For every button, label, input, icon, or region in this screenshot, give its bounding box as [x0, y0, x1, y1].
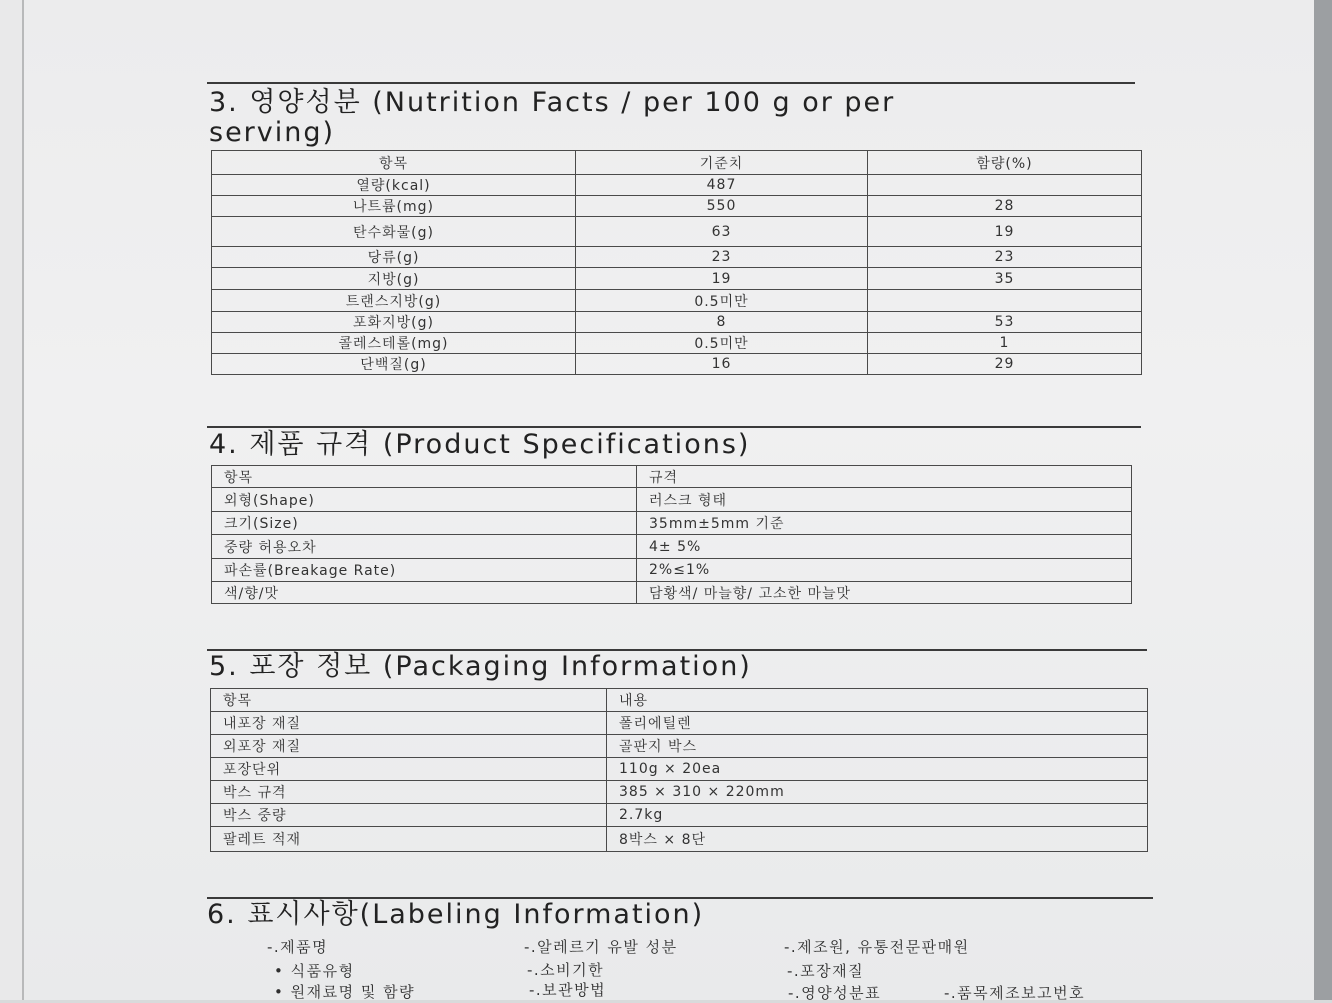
- table-cell: 35mm±5mm 기준: [637, 512, 1132, 535]
- label-item-nutrition-table: -.영양성분표: [788, 984, 882, 1002]
- table-cell: 러스크 형태: [637, 488, 1132, 512]
- table-header-cell: 항목: [212, 151, 576, 175]
- table-row: [212, 312, 1142, 333]
- table-cell: 담황색/ 마늘향/ 고소한 마늘맛: [637, 582, 1132, 604]
- table-cell: 23: [868, 247, 1142, 268]
- packaging-table: [210, 688, 1148, 852]
- table-row: [211, 827, 1148, 852]
- label-item-product-name: -.제품명: [267, 938, 329, 956]
- table-header-row: [212, 151, 1142, 175]
- table-header-cell: 항목: [211, 689, 607, 712]
- table-row: [212, 488, 1132, 512]
- section-4-rule: [207, 426, 1141, 428]
- label-item-expiry: -.소비기한: [527, 961, 605, 979]
- section-3-title-line2: serving): [209, 117, 336, 148]
- label-item-food-type: • 식품유형: [274, 962, 355, 980]
- table-row: [211, 758, 1148, 781]
- nutrition-table: [211, 150, 1142, 375]
- table-cell: 16: [576, 354, 868, 375]
- table-cell: 내포장 재질: [211, 712, 607, 735]
- table-cell: 110g × 20ea: [607, 758, 1148, 781]
- table-cell: 550: [576, 196, 868, 217]
- table-row: [212, 333, 1142, 354]
- table-row: [211, 804, 1148, 827]
- table-header-cell: 기준치: [576, 151, 868, 175]
- table-cell: 29: [868, 354, 1142, 375]
- table-cell: 0.5미만: [576, 333, 868, 354]
- table-row: [211, 735, 1148, 758]
- table-cell: 트랜스지방(g): [212, 290, 576, 312]
- table-cell: 23: [576, 247, 868, 268]
- table-cell: 63: [576, 217, 868, 247]
- table-header-cell: 항목: [212, 466, 637, 488]
- table-cell: 팔레트 적재: [211, 827, 607, 852]
- table-row: [212, 217, 1142, 247]
- table-cell: 골판지 박스: [607, 735, 1148, 758]
- table-cell: 파손률(Breakage Rate): [212, 559, 637, 582]
- table-cell: 1: [868, 333, 1142, 354]
- section-4-title: 4. 제품 규격 (Product Specifications): [209, 429, 751, 460]
- table-cell: 외형(Shape): [212, 488, 637, 512]
- background-right: [1314, 0, 1332, 1000]
- table-cell: 2%≤1%: [637, 559, 1132, 582]
- table-cell: 나트륨(mg): [212, 196, 576, 217]
- table-cell: 8박스 × 8단: [607, 827, 1148, 852]
- table-cell: 487: [576, 175, 868, 196]
- table-cell: [868, 290, 1142, 312]
- table-cell: 8: [576, 312, 868, 333]
- table-row: [212, 268, 1142, 290]
- table-cell: 53: [868, 312, 1142, 333]
- section-3-title-line1: 3. 영양성분 (Nutrition Facts / per 100 g or per: [209, 87, 896, 118]
- table-header-cell: 규격: [637, 466, 1132, 488]
- table-cell: 385 × 310 × 220mm: [607, 781, 1148, 804]
- table-cell: 크기(Size): [212, 512, 637, 535]
- table-cell: 0.5미만: [576, 290, 868, 312]
- table-cell: 35: [868, 268, 1142, 290]
- table-cell: 열량(kcal): [212, 175, 576, 196]
- section-5-title: 5. 포장 정보 (Packaging Information): [209, 651, 752, 682]
- table-row: [212, 175, 1142, 196]
- table-cell: 포장단위: [211, 758, 607, 781]
- table-cell: 콜레스테롤(mg): [212, 333, 576, 354]
- section-6-title: 6. 표시사항(Labeling Information): [207, 899, 705, 930]
- table-cell: 28: [868, 196, 1142, 217]
- table-header-cell: 내용: [607, 689, 1148, 712]
- table-cell: 폴리에틸렌: [607, 712, 1148, 735]
- table-cell: 4± 5%: [637, 535, 1132, 559]
- table-cell: 색/향/맛: [212, 582, 637, 604]
- table-cell: 중량 허용오차: [212, 535, 637, 559]
- table-cell: 박스 규격: [211, 781, 607, 804]
- adjacent-page-edge: [0, 0, 24, 1000]
- table-cell: [868, 175, 1142, 196]
- label-item-pack-material: -.포장재질: [787, 962, 865, 980]
- table-header-row: [212, 466, 1132, 488]
- table-row: [212, 535, 1132, 559]
- table-cell: 19: [868, 217, 1142, 247]
- table-row: [212, 290, 1142, 312]
- document-page: [24, 0, 1314, 1000]
- table-cell: 포화지방(g): [212, 312, 576, 333]
- table-cell: 2.7kg: [607, 804, 1148, 827]
- label-item-allergen: -.알레르기 유발 성분: [524, 938, 678, 956]
- table-row: [212, 559, 1132, 582]
- table-row: [211, 712, 1148, 735]
- table-cell: 19: [576, 268, 868, 290]
- table-cell: 박스 중량: [211, 804, 607, 827]
- label-item-manufacturer: -.제조원, 유통전문판매원: [784, 938, 970, 956]
- table-row: [212, 247, 1142, 268]
- table-cell: 지방(g): [212, 268, 576, 290]
- table-row: [212, 196, 1142, 217]
- specs-table: [211, 465, 1132, 604]
- section-3-rule: [207, 82, 1135, 84]
- table-header-cell: 함량(%): [868, 151, 1142, 175]
- table-row: [212, 354, 1142, 375]
- table-cell: 탄수화물(g): [212, 217, 576, 247]
- table-row: [211, 781, 1148, 804]
- table-cell: 단백질(g): [212, 354, 576, 375]
- table-row: [212, 512, 1132, 535]
- section-3-title: [209, 88, 895, 148]
- table-cell: 외포장 재질: [211, 735, 607, 758]
- table-header-row: [211, 689, 1148, 712]
- label-item-ingredients: • 원재료명 및 함량: [274, 983, 416, 1001]
- label-item-storage: -.보관방법: [529, 981, 607, 999]
- table-cell: 당류(g): [212, 247, 576, 268]
- label-item-report-no: -.품목제조보고번호: [944, 984, 1086, 1002]
- table-row: [212, 582, 1132, 604]
